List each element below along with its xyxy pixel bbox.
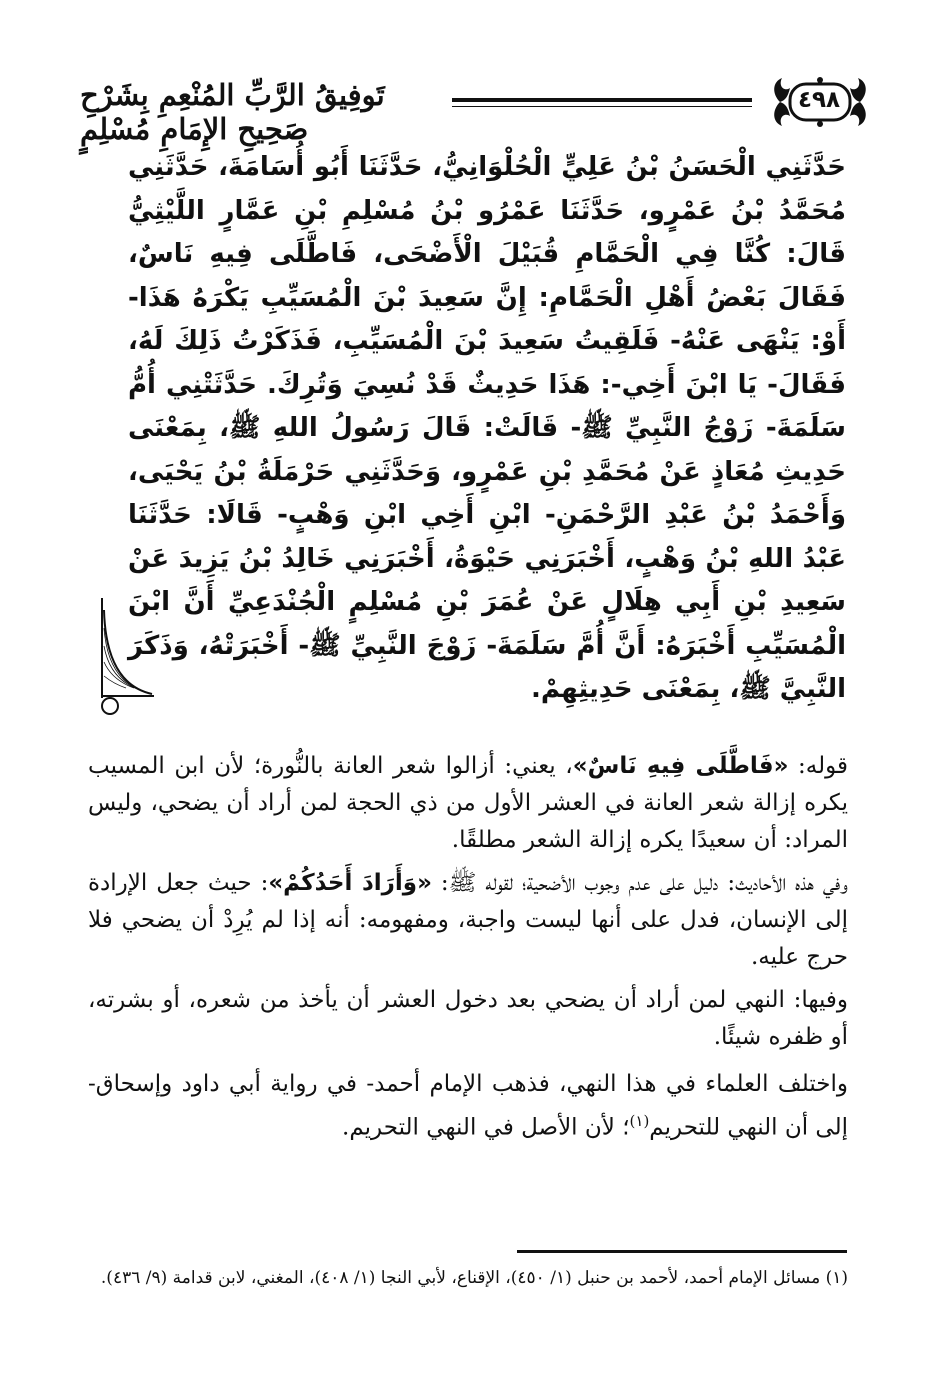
header-rule: [452, 98, 752, 102]
commentary-paragraph: واختلف العلماء في هذا النهي، فذهب الإمام أحمد- في رواية أبي داود وإسحاق- إلى أن النهي للتحريم$^{(١)}$؛ لأن الأصل في النهي التحريم.: [88, 1071, 848, 1141]
commentary: [88, 748, 848, 1153]
footnote: [86, 1262, 848, 1294]
commentary-paragraph: وفيها: النهي لمن أراد أن يضحي بعد دخول العشر أن يأخذ من شعره، أو بشرته، أو ظفره شيئًا.: [88, 987, 848, 1050]
hadith-text: حَدَّثَنِي الْحَسَنُ بْنُ عَلِيٍّ الْحُلْوَانِيُّ، حَدَّثَنَا أَبُو أُسَامَةَ، حَدَّثَنِي مُحَمَّدُ بْنُ عَمْرٍو، حَدَّثَنَا عَمْرُو بْنُ مُسْلِمِ بْنِ عَمَّارٍ اللَّيْثِيُّ قَالَ: كُنَّا فِي الْحَمَّامِ قُبَيْلَ الْأَضْحَى، فَاطَّلَى فِيهِ نَاسٌ، فَقَالَ بَعْضُ أَهْلِ الْحَمَّامِ: إِنَّ سَعِيدَ بْنَ الْمُسَيِّبِ يَكْرَهُ هَذَا- أَوْ: يَنْهَى عَنْهُ- فَلَقِيتُ سَعِيدَ بْنَ الْمُسَيِّبِ، فَذَكَرْتُ ذَلِكَ لَهُ، فَقَالَ- يَا ابْنَ أَخِي-: هَذَا حَدِيثٌ قَدْ نُسِيَ وَتُرِكَ. حَدَّثَتْنِي أُمُّ سَلَمَةَ- زَوْجُ النَّبِيِّ ﷺ- قَالَتْ: قَالَ رَسُولُ اللهِ ﷺ، بِمَعْنَى حَدِيثِ مُعَاذٍ عَنْ مُحَمَّدِ بْنِ عَمْرٍو، وَحَدَّثَنِي حَرْمَلَةُ بْنُ يَحْيَى، وَأَحْمَدُ بْنُ عَبْدِ الرَّحْمَنِ- ابْنِ أَخِي ابْنِ وَهْبٍ- قَالَا: حَدَّثَنَا عَبْدُ اللهِ بْنُ وَهْبٍ، أَخْبَرَنِي حَيْوَةُ، أَخْبَرَنِي خَالِدُ بْنُ يَزِيدَ عَنْ سَعِيدِ بْنِ أَبِي هِلَالٍ عَنْ عُمَرَ بْنِ مُسْلِمٍ الْجُنْدَعِيِّ أَنَّ ابْنَ الْمُسَيِّبِ أَخْبَرَهُ: أَنَّ أُمَّ سَلَمَةَ- زَوْجَ النَّبِيِّ ﷺ- أَخْبَرَتْهُ، وَذَكَرَ النَّبِيَّ ﷺ، بِمَعْنَى حَدِيثِهِمْ.: [128, 152, 846, 704]
commentary-paragraph: وفي هذه الأحاديث: دليل على عدم وجوب الأضحية؛ لقوله ﷺ: «وَأَرَادَ أَحَدُكُمْ»: حيث جعل الإرادة إلى الإنسان، فدل على أنها ليست واجبة، ومفهومه: أنه إذا لم يُرِدْ أن يضحي فلا حرج عليه.: [88, 870, 848, 970]
footnote-text: (١) مسائل الإمام أحمد، لأحمد بن حنبل (١/ ٤٥٠)، الإقناع، لأبي النجا (١/ ٤٠٨)، المغني، لابن قدامة (٩/ ٤٣٦).: [100, 1268, 848, 1288]
book-title: تَوفِيقُ الرَّبِّ المُنْعِمِ بِشَرْحِ صَحِيحِ الإِمَامِ مُسْلِمٍ: [80, 78, 385, 146]
footnote-separator: [517, 1250, 847, 1253]
commentary-paragraph: قوله: «فَاطَّلَى فِيهِ نَاسٌ»، يعني: أزالوا شعر العانة بالنُّورة؛ لأن ابن المسيب يكره إزالة شعر العانة في العشر الأول من ذي الحجة لمن أراد أن يضحي، وليس المراد: أن سعيدًا يكره إزالة الشعر مطلقًا.: [88, 753, 848, 853]
quoted-phrase: «فَاطَّلَى فِيهِ نَاسٌ»: [572, 753, 789, 779]
corner-ornament-icon: [96, 598, 156, 718]
footnote-reference: (١): [629, 1112, 650, 1130]
hadith-block: [128, 146, 846, 712]
page-number: ٤٩٨: [797, 87, 841, 113]
page-header: [80, 70, 870, 146]
quoted-phrase: «وَأَرَادَ أَحَدُكُمْ»: [268, 870, 432, 896]
header-rule-thin: [452, 106, 752, 107]
